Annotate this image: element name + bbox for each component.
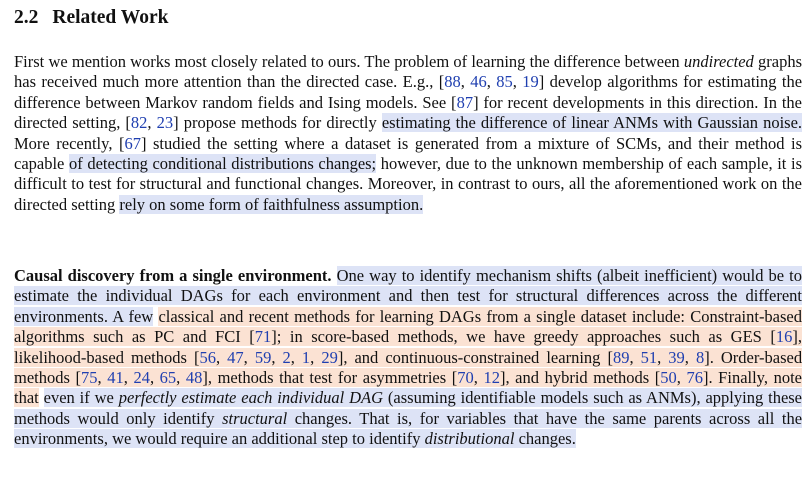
text-span: , bbox=[97, 368, 108, 388]
text-span: even if we bbox=[43, 388, 114, 408]
text-span: ] for recent developments in this direction. In the directed setting, [ bbox=[14, 92, 803, 133]
text-span: , bbox=[176, 368, 186, 388]
citation-link[interactable]: 16 bbox=[775, 327, 793, 347]
text-span: , bbox=[486, 72, 497, 92]
citation-link[interactable]: 8 bbox=[695, 347, 705, 367]
citation-link[interactable]: 59 bbox=[254, 347, 272, 367]
text-span: , bbox=[290, 347, 302, 367]
citation-link[interactable]: 70 bbox=[457, 368, 474, 388]
text-span: , bbox=[629, 347, 641, 367]
citation-link[interactable]: 39 bbox=[668, 347, 685, 367]
citation-link[interactable]: 19 bbox=[522, 72, 539, 92]
citation-link[interactable]: 82 bbox=[130, 113, 148, 133]
emphasis-undirected: undirected bbox=[683, 52, 754, 71]
citation-link[interactable]: 67 bbox=[124, 133, 141, 153]
section-title: Related Work bbox=[52, 7, 169, 28]
citation-link[interactable]: 24 bbox=[133, 368, 150, 388]
text-span: One way to identify mechanism shifts (albeit inefficient) would be to estimate the individual DAGs for each environment and then test for structural differences across the different environments. bbox=[14, 266, 802, 326]
text-span: changes. bbox=[518, 429, 576, 449]
section-heading bbox=[14, 4, 168, 32]
text-span: changes. That is, for variables that have the same parents across all the environments, we would require an additional step to identify bbox=[14, 408, 803, 449]
citation-link[interactable]: 41 bbox=[107, 368, 124, 388]
section-number: 2.2 bbox=[14, 7, 39, 28]
citation-link[interactable]: 48 bbox=[185, 368, 203, 388]
emphasis-text: distributional bbox=[424, 429, 515, 449]
text-span: , bbox=[460, 72, 471, 92]
text-span: ]; in score-based methods, we have greedy approaches such as GES [ bbox=[271, 327, 776, 347]
text-span: , bbox=[512, 72, 523, 92]
citation-link[interactable]: 1 bbox=[301, 347, 311, 367]
paragraph-single-environment bbox=[14, 266, 802, 450]
citation-link[interactable]: 85 bbox=[496, 72, 513, 92]
citation-link[interactable]: 2 bbox=[282, 347, 291, 367]
citation-link[interactable]: 50 bbox=[660, 368, 677, 388]
citation-link[interactable]: 75 bbox=[81, 368, 98, 388]
citation-link[interactable]: 87 bbox=[456, 92, 474, 112]
text-span: ] propose methods for directly bbox=[173, 113, 382, 133]
citation-link[interactable]: 23 bbox=[156, 113, 174, 133]
text-span: A few bbox=[112, 306, 154, 326]
text-span: , bbox=[676, 368, 687, 388]
text-span: , bbox=[123, 368, 134, 388]
text-span: , bbox=[271, 347, 283, 367]
paragraph-related-work-intro bbox=[14, 52, 802, 215]
citation-link[interactable]: 76 bbox=[686, 368, 703, 388]
text-span: however, due to the unknown membership of each sample, it is difficult to test for structural and functional changes. Moreover, in contrast to ours, all the aforementioned work on the directed setting bbox=[14, 154, 802, 214]
text-span: , bbox=[243, 347, 255, 367]
text-span: ], methods that test for asymmetries [ bbox=[202, 368, 458, 388]
text-span: , bbox=[473, 368, 484, 388]
text-span: ] develop algorithms for estimating the difference between Markov random fields and Ising models. See [ bbox=[14, 72, 803, 112]
text-span: , bbox=[310, 347, 322, 367]
highlight-blue: estimating the difference of linear ANMs with Gaussian noise. bbox=[381, 113, 803, 133]
text-span: , bbox=[657, 347, 669, 367]
citation-link[interactable]: 29 bbox=[321, 347, 338, 367]
paragraph-title: Causal discovery from a single environment. bbox=[14, 266, 332, 285]
text-span: (assuming identifiable models such as ANMs), applying these methods would only identify bbox=[14, 388, 803, 428]
citation-link[interactable]: 88 bbox=[444, 72, 461, 92]
text-span: ]. Order-based methods [ bbox=[14, 347, 803, 388]
text-span: graphs has received much more attention than the directed case. E.g., [ bbox=[14, 52, 802, 92]
citation-link[interactable]: 12 bbox=[483, 368, 500, 388]
emphasis-text: structural bbox=[222, 408, 288, 428]
citation-link[interactable]: 89 bbox=[612, 347, 630, 367]
citation-link[interactable]: 71 bbox=[254, 327, 272, 347]
citation-link[interactable]: 51 bbox=[640, 347, 658, 367]
text-span: , bbox=[684, 347, 696, 367]
text-span: ], and continuous-constrained learning [ bbox=[337, 347, 613, 367]
text-span: classical and recent methods for learning DAGs from a single dataset include: Constraint-based algorithms such as PC and FCI [ bbox=[14, 306, 803, 347]
text-span: ], likelihood-based methods [ bbox=[14, 327, 802, 367]
text-span: First we mention works most closely related to ours. The problem of learning the difference between bbox=[14, 52, 684, 71]
emphasis-text: perfectly estimate each individual DAG bbox=[118, 388, 384, 408]
text-span: ]. Finally, note that bbox=[14, 368, 802, 408]
highlight-blue: of detecting conditional distributions changes; bbox=[69, 154, 377, 174]
text-span: , bbox=[215, 347, 228, 367]
citation-link[interactable]: 46 bbox=[470, 72, 487, 92]
highlight-blue bbox=[14, 388, 802, 448]
citation-link[interactable]: 47 bbox=[227, 347, 244, 367]
text-span: , bbox=[149, 368, 160, 388]
citation-link[interactable]: 56 bbox=[199, 347, 216, 367]
text-span: ] studied the setting where a dataset is generated from a mixture of SCMs, and their method is capable bbox=[14, 133, 802, 174]
highlight-blue: rely on some form of faithfulness assumption. bbox=[119, 194, 424, 214]
text-span: , bbox=[147, 113, 157, 133]
text-span: ], and hybrid methods [ bbox=[499, 368, 661, 388]
citation-link[interactable]: 65 bbox=[159, 368, 177, 388]
text-span: More recently, [ bbox=[14, 133, 125, 153]
